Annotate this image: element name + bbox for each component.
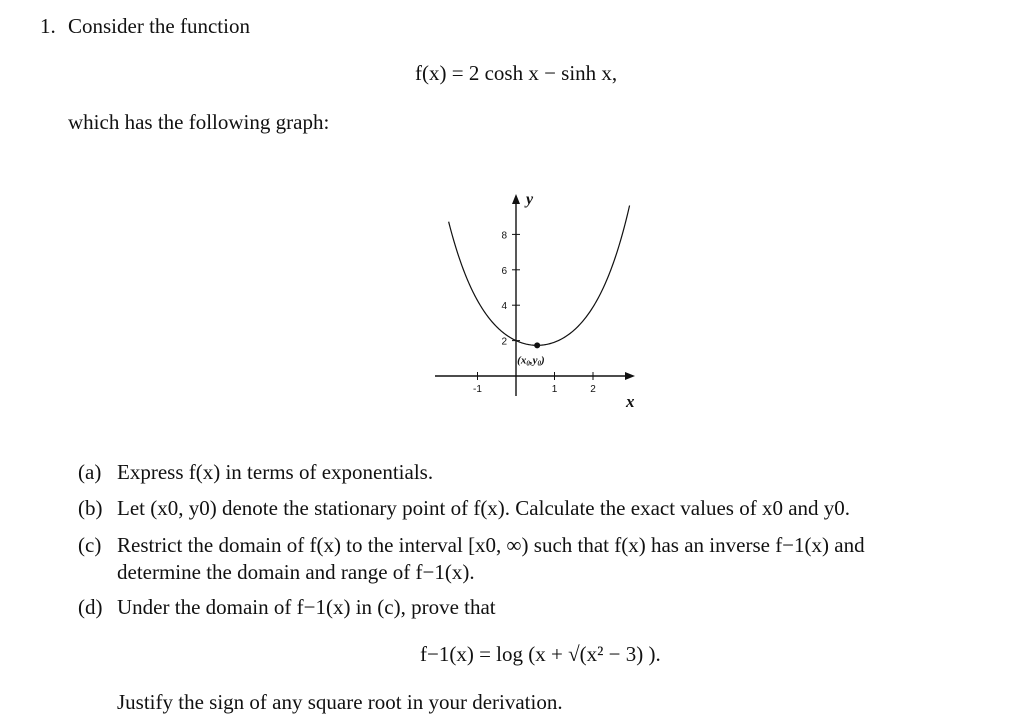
x-axis-arrow [625, 372, 635, 380]
function-formula: f(x) = 2 cosh x − sinh x, [415, 61, 618, 85]
x-tick-label: 2 [590, 384, 596, 395]
y-ticks [501, 230, 520, 347]
part-c-text: Restrict the domain of f(x) to the interval [x0, ∞) such that f(x) has an inverse f−1(x) and [117, 533, 865, 557]
part-a-text: Express f(x) in terms of exponentials. [117, 460, 434, 484]
x-axis-label: x [626, 392, 635, 411]
part-a-label: (a) [78, 460, 102, 484]
y-tick-label: 6 [501, 265, 507, 277]
x-tick-label: 1 [551, 384, 558, 395]
graph-intro: which has the following graph: [68, 110, 330, 134]
question-number: 1. [40, 14, 56, 38]
inverse-formula: f−1(x) = log (x + √(x² − 3) ). [420, 642, 661, 666]
justify-text: Justify the sign of any square root in your derivation. [117, 690, 563, 714]
y-tick-label: 4 [501, 301, 507, 313]
part-c-text-continued: determine the domain and range of f−1(x). [117, 560, 475, 584]
function-graph [420, 180, 650, 415]
part-c-label: (c) [78, 533, 102, 557]
part-b-text: Let (x0, y0) denote the stationary point of f(x). Calculate the exact values of x0 and y0. [117, 496, 851, 520]
question-intro: Consider the function [68, 14, 250, 38]
function-curve [449, 206, 630, 346]
stationary-point-label: (x0,y0) [517, 354, 545, 368]
y-tick-label: 2 [501, 336, 507, 348]
x-tick-label: -1 [473, 384, 482, 395]
part-d-text: Under the domain of f−1(x) in (c), prove that [117, 595, 496, 619]
part-d-label: (d) [78, 595, 103, 619]
y-tick-label: 8 [501, 230, 507, 242]
part-b-label: (b) [78, 496, 103, 520]
y-axis-arrow [512, 194, 520, 204]
y-axis-label: y [526, 191, 534, 208]
stationary-point [534, 342, 540, 348]
